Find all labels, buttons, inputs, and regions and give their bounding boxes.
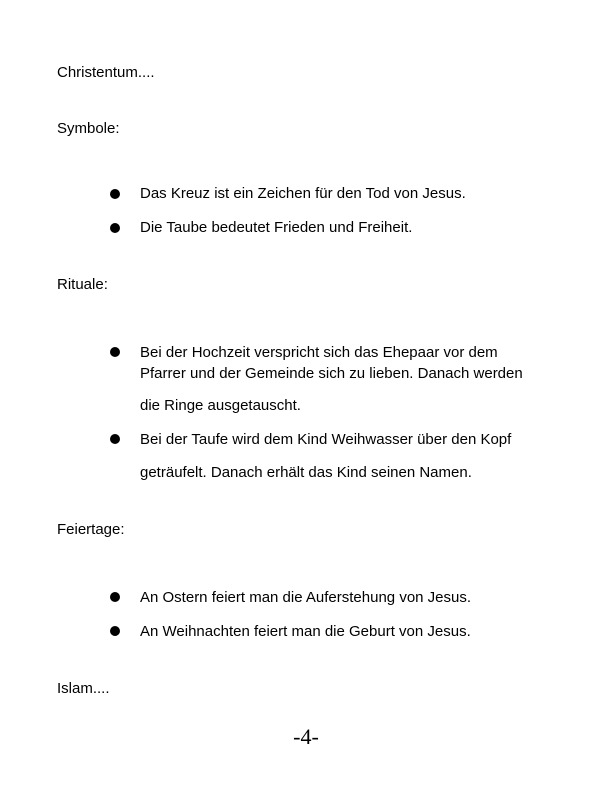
heading-feiertage: Feiertage: [57, 521, 125, 538]
list-item-text: Bei der Taufe wird dem Kind Weihwasser über den Kopf [140, 431, 512, 448]
list-item-text: An Weihnachten feiert man die Geburt von Jesus. [140, 623, 471, 640]
list-item-text: Pfarrer und der Gemeinde sich zu lieben. Danach werden [140, 365, 523, 382]
heading-islam: Islam.... [57, 680, 110, 697]
bullet-icon [110, 223, 120, 233]
page-number: -4- [293, 724, 319, 749]
list-item-text: Die Taube bedeutet Frieden und Freiheit. [140, 219, 413, 236]
bullet-icon [110, 347, 120, 357]
bullet-icon [110, 434, 120, 444]
heading-christentum: Christentum.... [57, 64, 155, 81]
list-item-text: die Ringe ausgetauscht. [140, 397, 301, 414]
list-item-text: Bei der Hochzeit verspricht sich das Ehepaar vor dem [140, 344, 498, 361]
bullet-icon [110, 592, 120, 602]
list-item-text: geträufelt. Danach erhält das Kind seinen Namen. [140, 464, 472, 481]
bullet-icon [110, 189, 120, 199]
heading-rituale: Rituale: [57, 276, 108, 293]
list-item-text: Das Kreuz ist ein Zeichen für den Tod von Jesus. [140, 185, 466, 202]
list-item-text: An Ostern feiert man die Auferstehung von Jesus. [140, 589, 472, 606]
bullet-icon [110, 626, 120, 636]
heading-symbole: Symbole: [57, 120, 120, 137]
